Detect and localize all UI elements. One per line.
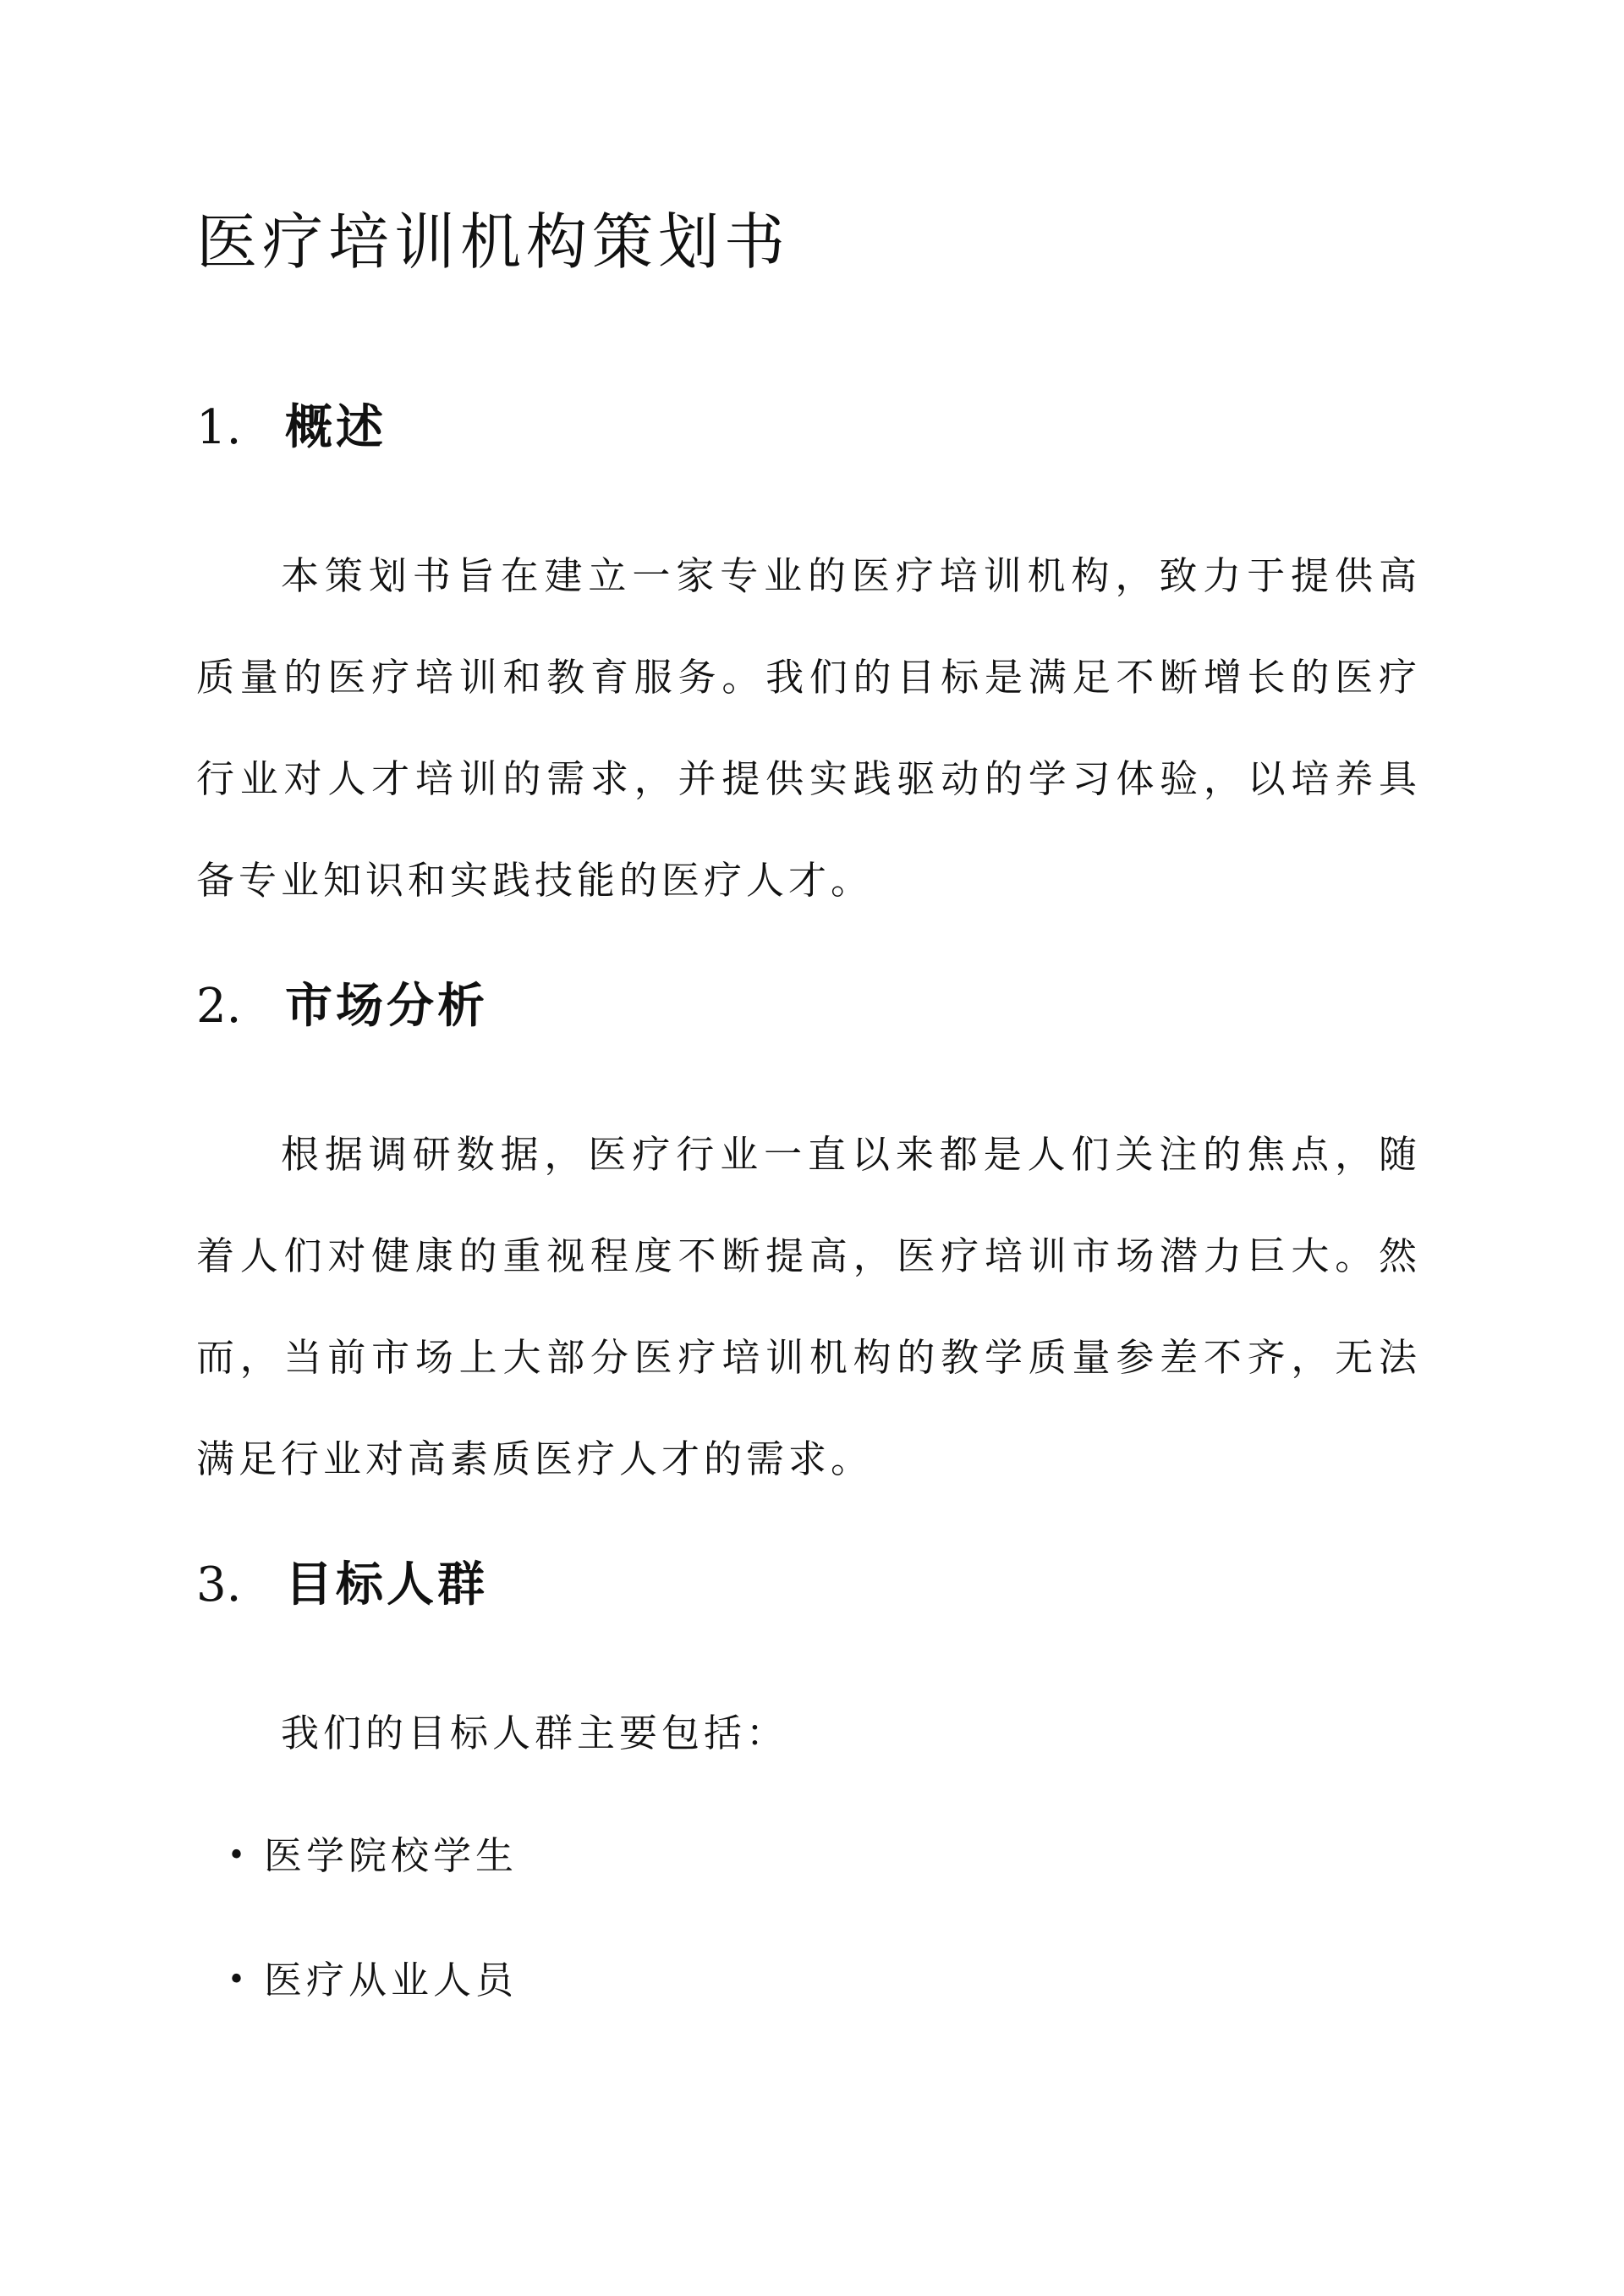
list-item-text: 医疗从业人员 — [264, 1958, 518, 2002]
list-item — [196, 1951, 518, 2010]
section-heading-overview — [196, 393, 387, 462]
section-number: 2. — [196, 979, 242, 1034]
section-title: 市场分析 — [285, 978, 488, 1034]
section-heading-market-analysis — [196, 972, 488, 1041]
document-title: 医疗培训机构策划书 — [196, 206, 791, 277]
section-number: 3. — [196, 1557, 242, 1612]
list-item — [196, 1826, 518, 1886]
section-paragraph-target-audience: 我们的目标人群主要包括： — [281, 1711, 789, 1755]
section-title: 概述 — [285, 399, 387, 455]
section-heading-target-audience — [196, 1551, 488, 1619]
list-item-text: 医学院校学生 — [264, 1833, 518, 1878]
section-paragraph-market-analysis: 根据调研数据，医疗行业一直以来都是人们关注的焦点，随着人们对健康的重视程度不断提高，医疗培训市场潜力巨大。然而，当前市场上大部分医疗培训机构的教学质量参差不齐，无法满足行业对高素质医疗人才的需求。 — [196, 1132, 1421, 1481]
section-number: 1. — [196, 400, 242, 455]
section-title: 目标人群 — [285, 1557, 488, 1612]
section-paragraph-overview: 本策划书旨在建立一家专业的医疗培训机构，致力于提供高质量的医疗培训和教育服务。我们的目标是满足不断增长的医疗行业对人才培训的需求，并提供实践驱动的学习体验，以培养具备专业知识和实践技能的医疗人才。 — [196, 553, 1421, 903]
bullet-icon: • — [227, 1963, 250, 1997]
bullet-icon: • — [227, 1838, 250, 1873]
